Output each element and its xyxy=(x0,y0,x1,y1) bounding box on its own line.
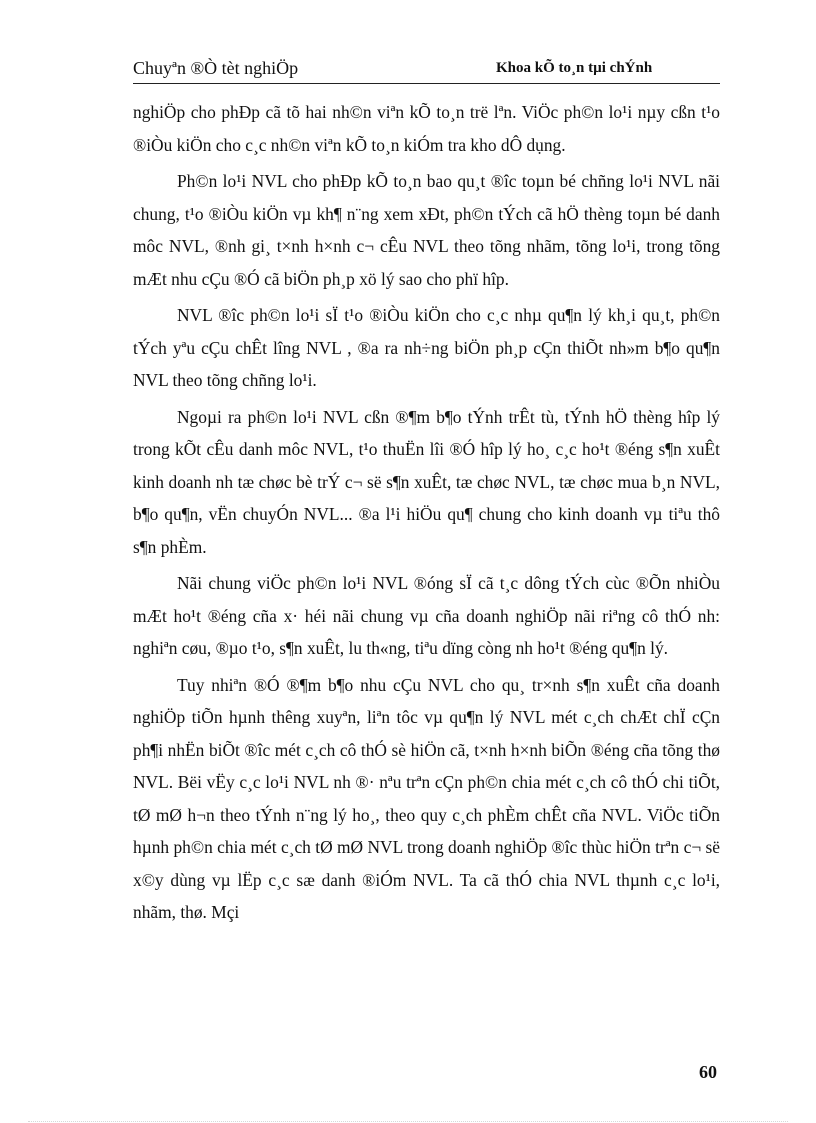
paragraph-3: NVL ®îc ph©n lo¹i sÏ t¹o ®iÒu kiÖn cho c¸c nhµ qu¶n lý kh¸i qu¸t, ph©n tÝch yªu cÇu chÊt lîng NVL , ®a ra nh÷ng biÖn ph¸p cÇn thiÕt nh»m b¶o qu¶n NVL theo tõng chñng lo¹i. xyxy=(133,305,720,390)
paragraph-1: nghiÖp cho phÐp cã tõ hai nh©n viªn kÕ to¸n trë lªn. ViÖc ph©n lo¹i nµy cßn t¹o ®iÒu kiÖn cho c¸c nh©n viªn kÕ to¸n kiÓm tra kho dÔ dụng. xyxy=(133,102,720,155)
document-body xyxy=(133,96,720,933)
header-chapter-title: Chuyªn ®Ò tèt nghiÖp xyxy=(133,58,299,78)
header-faculty-name: Khoa kÕ to¸n tµi chÝnh xyxy=(496,60,653,76)
paragraph-6: Tuy nhiªn ®Ó ®¶m b¶o nhu cÇu NVL cho qu¸ tr×nh s¶n xuÊt cña doanh nghiÖp tiÕn hµnh thêng xuyªn, liªn tôc vµ qu¶n lý NVL mét c¸ch chÆt chÏ cÇn ph¶i nhËn biÕt ®îc mét c¸ch cô thÓ sè hiÖn cã, t×nh h×nh biÕn ®éng cña tõng thø NVL. Bëi vËy c¸c lo¹i NVL nh ®· nªu trªn cÇn ph©n chia mét c¸ch cô thÓ chi tiÕt, tØ mØ h¬n theo tÝnh n¨ng lý ho¸, theo quy c¸ch phÈm chÊt cña NVL. ViÖc tiÕn hµnh ph©n chia mét c¸ch tØ mØ NVL trong doanh nghiÖp ®îc thùc hiÖn trªn c¬ së x©y dùng vµ lËp c¸c sæ danh ®iÓm NVL. Ta cã thÓ chia NVL thµnh c¸c lo¹i, nhãm, thø. Mçi xyxy=(133,674,720,922)
page-bottom-dotted-border xyxy=(28,1121,788,1122)
header-divider xyxy=(133,83,720,84)
paragraph-5: Nãi chung viÖc ph©n lo¹i NVL ®óng sÏ cã t¸c dông tÝch cùc ®Õn nhiÒu mÆt ho¹t ®éng cña x· héi nãi chung vµ cña doanh nghiÖp nãi riªng cô thÓ nh: nghiªn cøu, ®µo t¹o, s¶n xuÊt, lu th«ng, tiªu dïng còng nh ho¹t ®éng qu¶n lý. xyxy=(133,573,720,658)
paragraph-4: Ngoµi ra ph©n lo¹i NVL cßn ®¶m b¶o tÝnh trÊt tù, tÝnh hÖ thèng hîp lý trong kÕt cÊu danh môc NVL, t¹o thuËn lîi ®Ó hîp lý ho¸ c¸c ho¹t ®éng s¶n xuÊt kinh doanh nh tæ chøc bè trÝ c¬ së s¶n xuÊt, tæ chøc NVL, tæ chøc mua b¸n NVL, b¶o qu¶n, vËn chuyÓn NVL... ®a l¹i hiÖu qu¶ chung cho kinh doanh vµ tiªu thô s¶n phÈm. xyxy=(133,406,720,557)
paragraph-2: Ph©n lo¹i NVL cho phÐp kÕ to¸n bao qu¸t ®îc toµn bé chñng lo¹i NVL nãi chung, t¹o ®iÒu kiÖn vµ kh¶ n¨ng xem xÐt, ph©n tÝch cã hÖ thèng toµn bé danh môc NVL, ®nh gi¸ t×nh h×nh c¬ cÊu NVL theo tõng nhãm, tõng lo¹i, trong tõng mÆt nhu cÇu ®Ó cã biÖn ph¸p xö lý sao cho phï hîp. xyxy=(133,171,720,289)
page-number: 60 xyxy=(699,1062,717,1082)
